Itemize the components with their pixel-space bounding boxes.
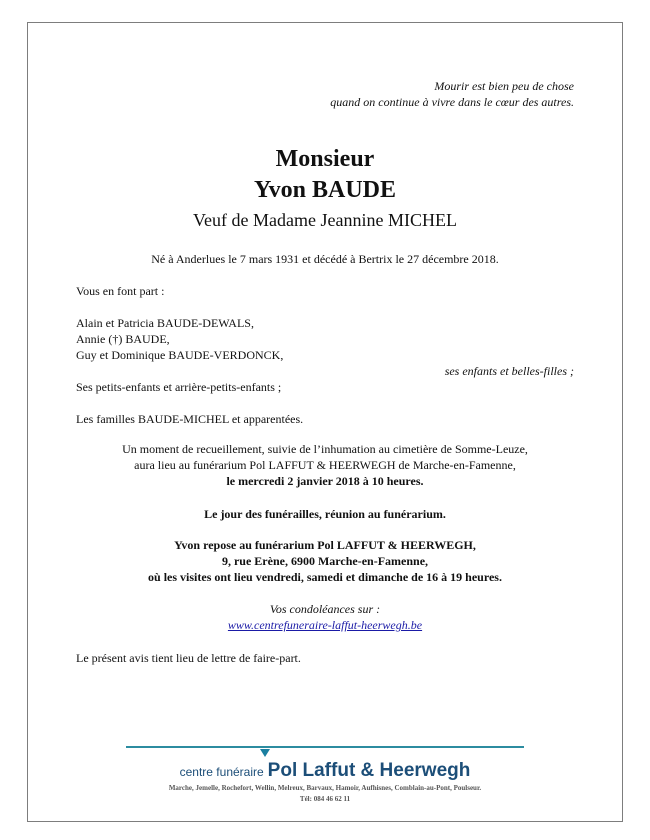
brand-name: Pol Laffut & Heerwegh xyxy=(267,760,471,781)
footer-towns: Marche, Jemelle, Rochefort, Wellin, Melreux, Barvaux, Hamoir, Aufhisnes, Comblain-au-Pont, Poulseur. xyxy=(168,784,482,792)
ceremony-line-2: aura lieu au funérarium Pol LAFFUT & HEERWEGH de Marche-en-Famenne, xyxy=(134,458,516,472)
child-3: Guy et Dominique BAUDE-VERDONCK, xyxy=(76,348,284,362)
quote-line-2: quand on continue à vivre dans le cœur des autres. xyxy=(330,95,574,109)
ceremony-line-3: le mercredi 2 janvier 2018 à 10 heures. xyxy=(226,474,424,488)
child-2: Annie (†) BAUDE, xyxy=(76,332,170,346)
footer-rule xyxy=(126,746,524,748)
visitation-line-3: où les visites ont lieu vendredi, samedi et dimanche de 16 à 19 heures. xyxy=(148,570,502,584)
child-1: Alain et Patricia BAUDE-DEWALS, xyxy=(76,316,254,330)
grandchildren-line: Ses petits-enfants et arrière-petits-enfants ; xyxy=(76,380,282,394)
quote-line-1: Mourir est bien peu de chose xyxy=(434,79,574,93)
children-role: ses enfants et belles-filles ; xyxy=(444,364,574,378)
visitation-line-1: Yvon repose au funérarium Pol LAFFUT & HEERWEGH, xyxy=(174,538,476,552)
honorific: Monsieur xyxy=(275,146,375,172)
notice-line: Le présent avis tient lieu de lettre de faire-part. xyxy=(76,651,301,665)
footer-tel: Tél: 084 46 62 11 xyxy=(299,795,351,803)
condolences-link-wrap xyxy=(0,616,650,634)
footer-brand xyxy=(0,760,650,782)
families-line: Les familles BAUDE-MICHEL et apparentées. xyxy=(76,412,304,426)
visitation-line-2: 9, rue Erène, 6900 Marche-en-Famenne, xyxy=(221,554,429,568)
condolences-link[interactable]: www.centrefuneraire-laffut-heerwegh.be xyxy=(227,618,423,632)
footer-marker-icon xyxy=(260,749,270,757)
ceremony-line-1: Un moment de recueillement, suivie de l’inhumation au cimetière de Somme-Leuze, xyxy=(122,442,528,456)
spouse-line: Veuf de Madame Jeannine MICHEL xyxy=(193,210,457,230)
condolences-label: Vos condoléances sur : xyxy=(269,602,381,616)
brand-prefix: centre funéraire xyxy=(179,765,264,779)
deceased-name: Yvon BAUDE xyxy=(253,177,397,203)
reunion-line: Le jour des funérailles, réunion au funérarium. xyxy=(204,507,446,521)
announcement-intro: Vous en font part : xyxy=(76,284,165,298)
birth-death-line: Né à Anderlues le 7 mars 1931 et décédé à Bertrix le 27 décembre 2018. xyxy=(151,252,499,266)
